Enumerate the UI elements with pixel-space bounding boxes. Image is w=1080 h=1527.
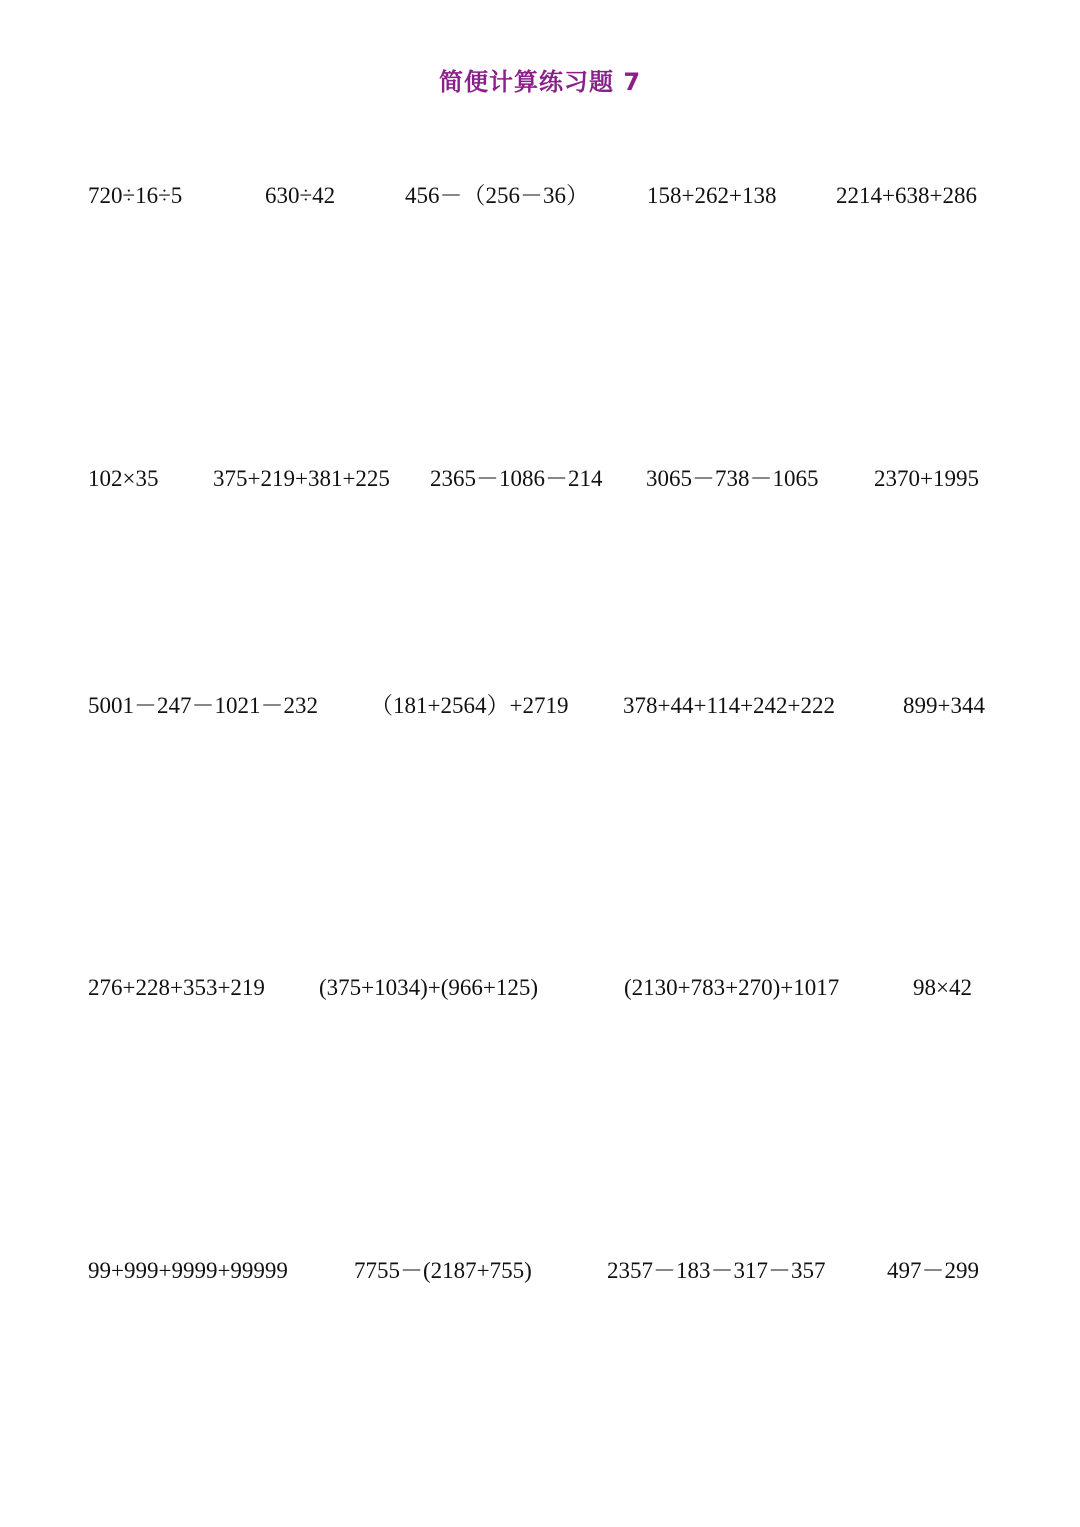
problem: 2214+638+286 (836, 183, 977, 208)
problem: 497－299 (887, 1258, 979, 1283)
page-title: 简便计算练习题 7 (438, 68, 642, 96)
problem-row-2 (0, 459, 1080, 499)
problem: 276+228+353+219 (88, 975, 265, 1000)
problem: 98×42 (913, 975, 972, 1000)
problem: 378+44+114+242+222 (623, 693, 836, 718)
problem: 102×35 (88, 466, 159, 491)
problem: 456－（256－36） (405, 183, 589, 208)
problem-row-4 (0, 968, 1080, 1008)
problem: （181+2564）+2719 (370, 693, 569, 718)
problem-row-1 (0, 176, 1080, 216)
problem: 2357－183－317－357 (607, 1258, 826, 1283)
problem: (375+1034)+(966+125) (319, 975, 539, 1000)
problem: 158+262+138 (647, 183, 777, 208)
problem-row-3 (0, 686, 1080, 726)
problem: 5001－247－1021－232 (88, 693, 318, 718)
problem-row-5 (0, 1251, 1080, 1291)
problem: 7755－(2187+755) (354, 1258, 532, 1283)
problem: 2365－1086－214 (430, 466, 603, 491)
problem: 99+999+9999+99999 (88, 1258, 288, 1283)
problem: 630÷42 (265, 183, 336, 208)
problem: 375+219+381+225 (213, 466, 390, 491)
problem: (2130+783+270)+1017 (624, 975, 840, 1000)
problem: 720÷16÷5 (88, 183, 183, 208)
problem: 2370+1995 (874, 466, 979, 491)
problem: 899+344 (903, 693, 985, 718)
problem: 3065－738－1065 (646, 466, 819, 491)
